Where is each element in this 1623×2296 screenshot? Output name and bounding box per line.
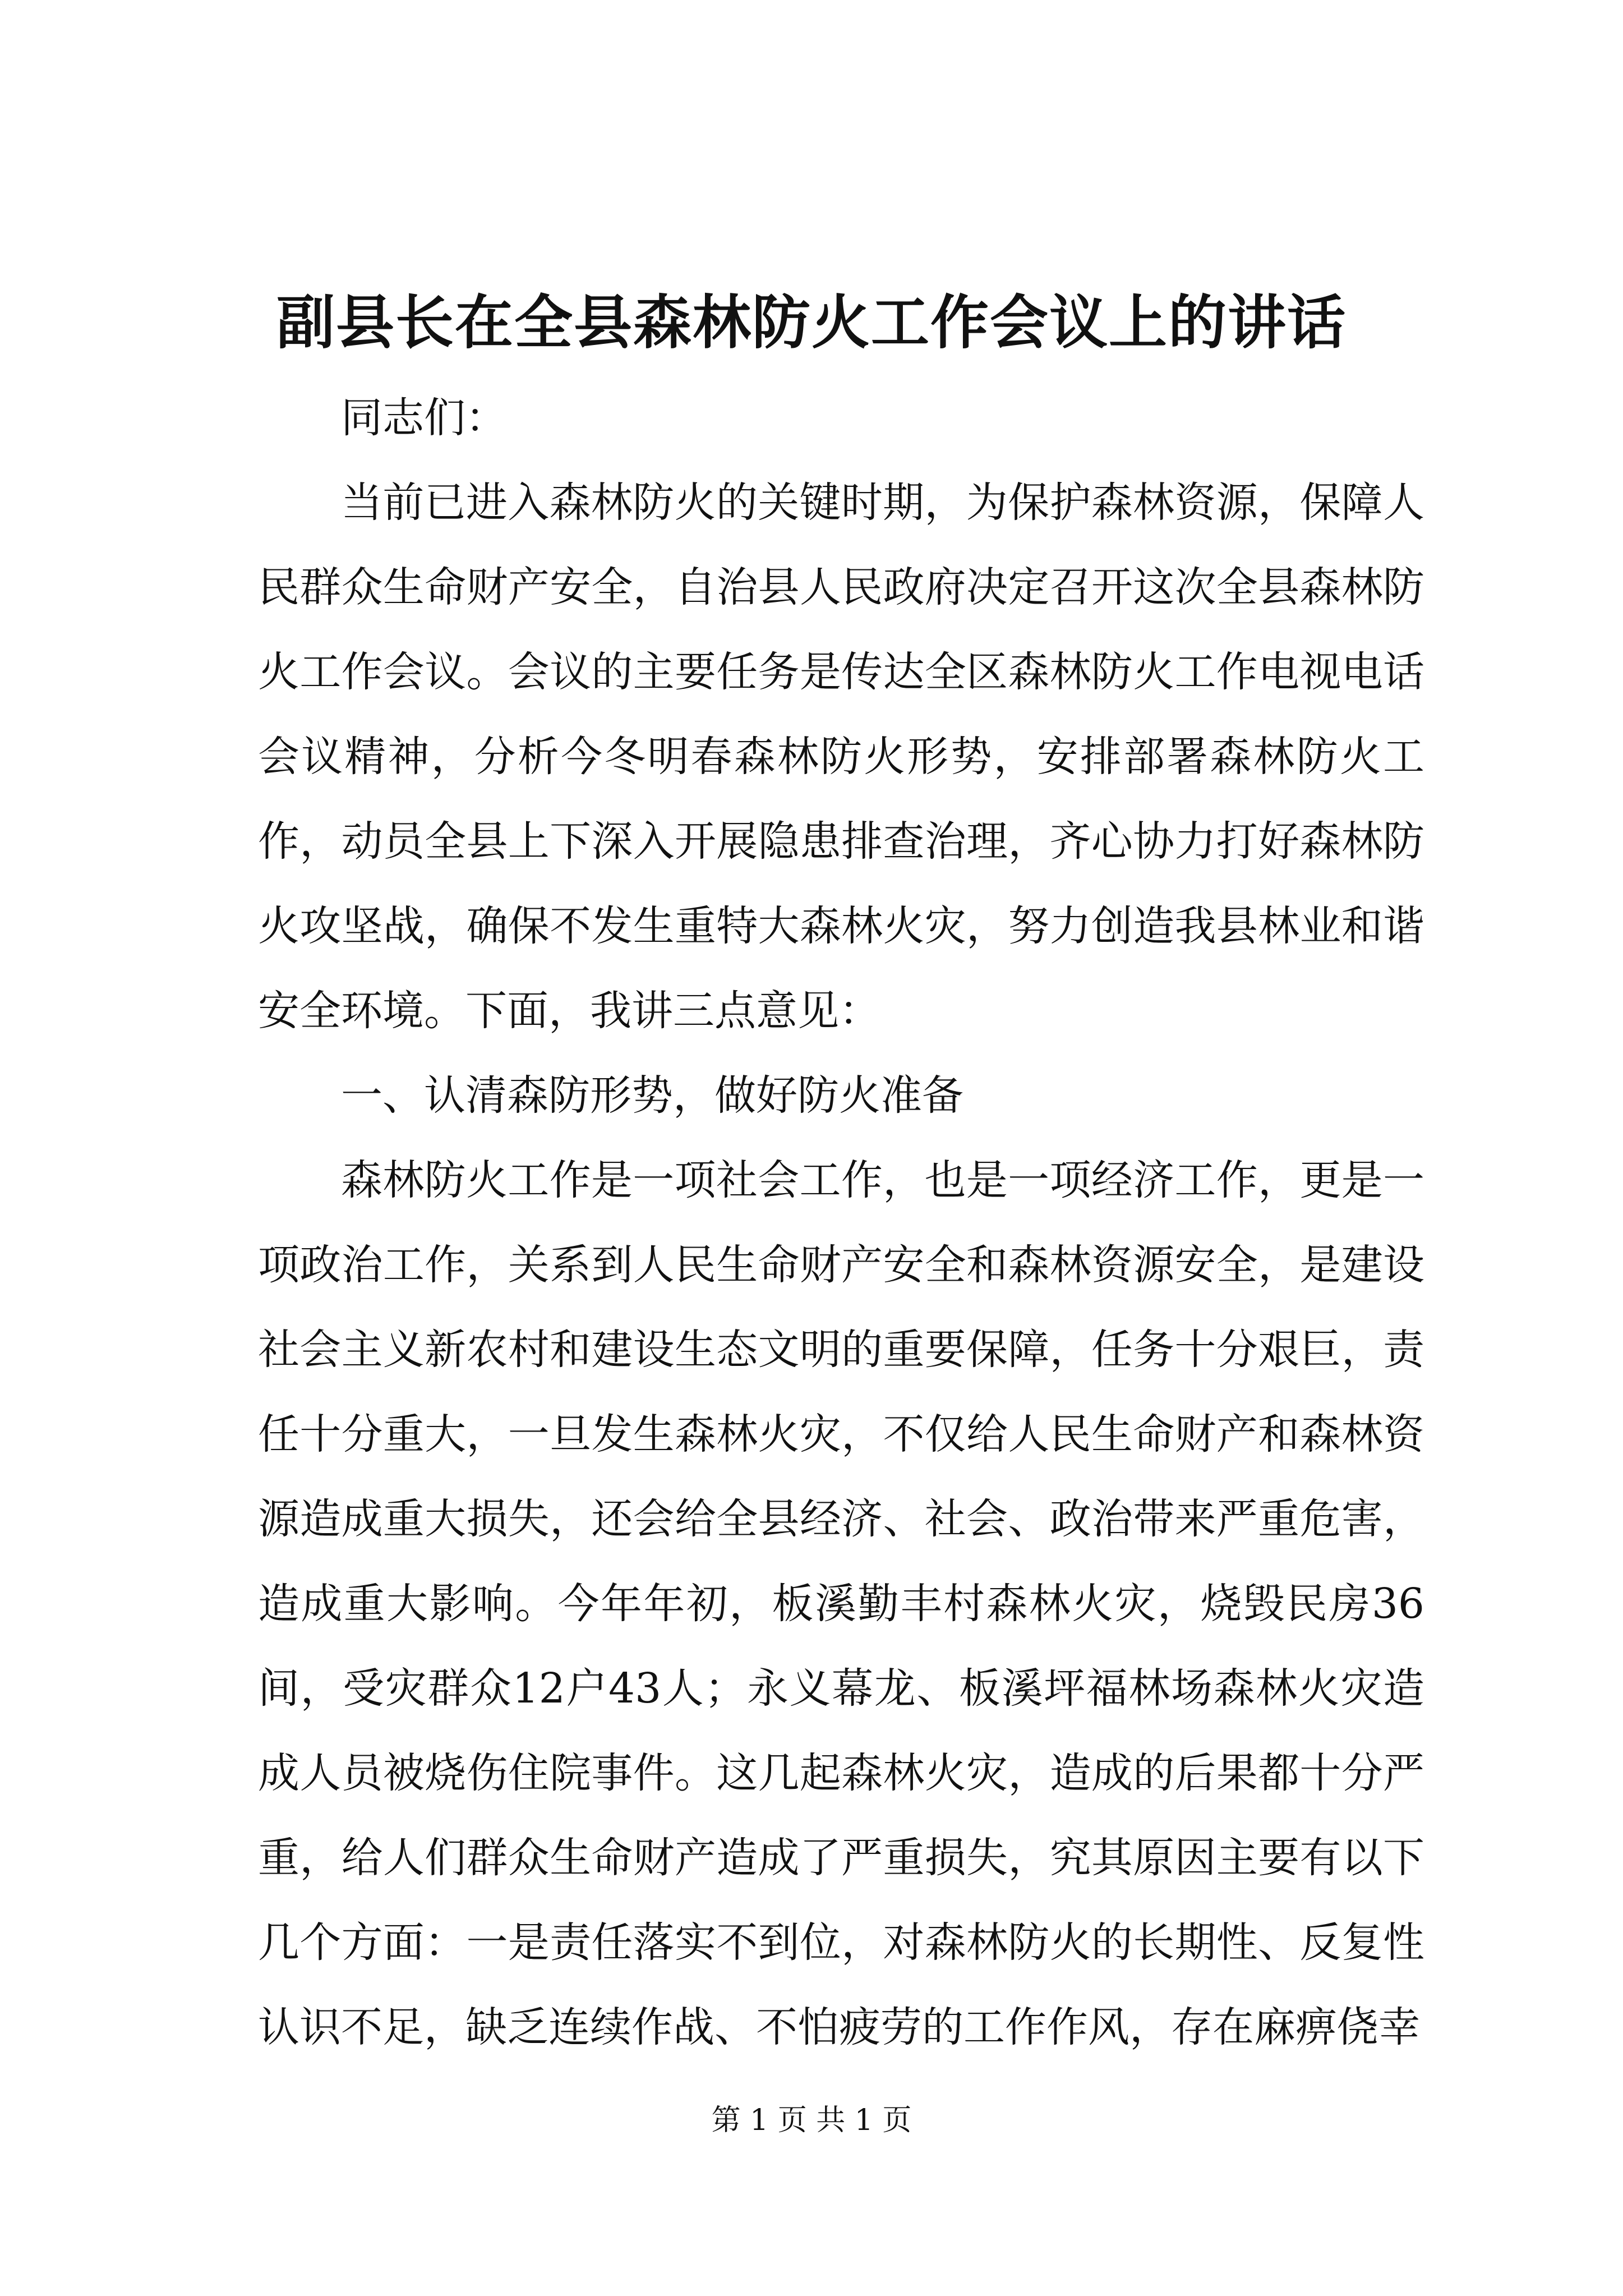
page-footer: 第 1 页 共 1 页: [711, 2104, 912, 2137]
salutation: 同志们：: [341, 394, 507, 442]
section-heading-1: 一、认清森防形势，做好防火准备: [341, 1071, 963, 1120]
document-body: [258, 376, 1424, 2070]
intro-paragraph: 当前已进入森林防火的关键时期，为保护森林资源，保障人民群众生命财产安全，自治县人民政府决定召开这次全县森林防火工作会议。会议的主要任务是传达全区森林防火工作电视电话会议精神，分析今冬明春森林防火形势，安排部署森林防火工作，动员全县上下深入开展隐患排查治理，齐心协力打好森林防火攻坚战，确保不发生重特大森林火灾，努力创造我县林业和谐安全环境。下面，我讲三点意见：: [258, 478, 1424, 1035]
document-title: 副县长在全县森林防火工作会议上的讲话: [276, 288, 1347, 357]
body-paragraph: 森林防火工作是一项社会工作，也是一项经济工作，更是一项政治工作，关系到人民生命财产安全和森林资源安全，是建设社会主义新农村和建设生态文明的重要保障，任务十分艰巨，责任十分重大，一旦发生森林火灾，不仅给人民生命财产和森林资源造成重大损失，还会给全县经济、社会、政治带来严重危害，造成重大影响。今年年初，板溪勤丰村森林火灾，烧毁民房36间，受灾群众12户43人；永义幕龙、板溪坪福林场森林火灾造成人员被烧伤住院事件。这几起森林火灾，造成的后果都十分严重，给人们群众生命财产造成了严重损失，究其原因主要有以下几个方面：一是责任落实不到位，对森林防火的长期性、反复性认识不足，缺乏连续作战、不怕疲劳的工作作风，存在麻痹侥幸: [258, 1156, 1424, 2051]
